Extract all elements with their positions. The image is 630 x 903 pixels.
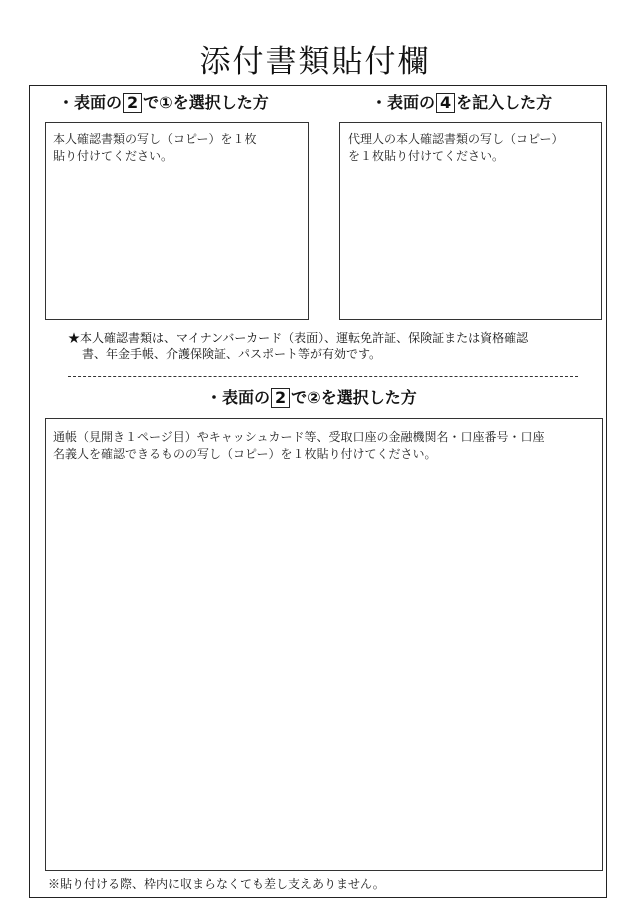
right-heading-prefix: ・表面の (371, 93, 436, 112)
left-box-instruction (53, 131, 257, 165)
left-heading-prefix: ・表面の (58, 93, 123, 112)
page-title: 添付書類貼付欄 (199, 44, 431, 80)
note-line2: 書、年金手帳、介護保険証、パスポート等が有効です。 (82, 347, 382, 361)
left-box-line1: 本人確認書類の写し（コピー）を１枚 (53, 132, 257, 146)
right-box-instruction (348, 131, 564, 165)
right-heading-number-box: 4 (436, 93, 455, 113)
bottom-heading-suffix: で②を選択した方 (291, 388, 417, 407)
left-box-line2: 貼り付けてください。 (53, 149, 174, 163)
bottom-paste-box (45, 418, 603, 871)
bottom-heading-prefix: ・表面の (206, 388, 271, 407)
left-section-heading (58, 92, 269, 114)
id-document-note (68, 330, 528, 362)
note-line1: ★本人確認書類は、マイナンバーカード（表面）、運転免許証、保険証または資格確認 (68, 331, 529, 345)
bottom-section-heading (206, 387, 417, 409)
right-box-line2: を１枚貼り付けてください。 (348, 149, 505, 163)
right-box-line1: 代理人の本人確認書類の写し（コピー） (348, 132, 564, 146)
bottom-box-line1: 通帳（見開き１ページ目）やキャッシュカード等、受取口座の金融機関名・口座番号・口座 (53, 430, 545, 444)
right-section-heading (371, 92, 552, 114)
footer-note: ※貼り付ける際、枠内に収まらなくても差し支えありません。 (48, 877, 385, 891)
bottom-box-line2: 名義人を確認できるものの写し（コピー）を１枚貼り付けてください。 (53, 447, 437, 461)
left-heading-suffix: で①を選択した方 (143, 93, 269, 112)
bottom-box-instruction (53, 429, 545, 463)
right-heading-suffix: を記入した方 (456, 93, 553, 112)
bottom-heading-number-box: 2 (271, 388, 290, 408)
dashed-divider (68, 376, 578, 377)
left-heading-number-box: 2 (123, 93, 142, 113)
